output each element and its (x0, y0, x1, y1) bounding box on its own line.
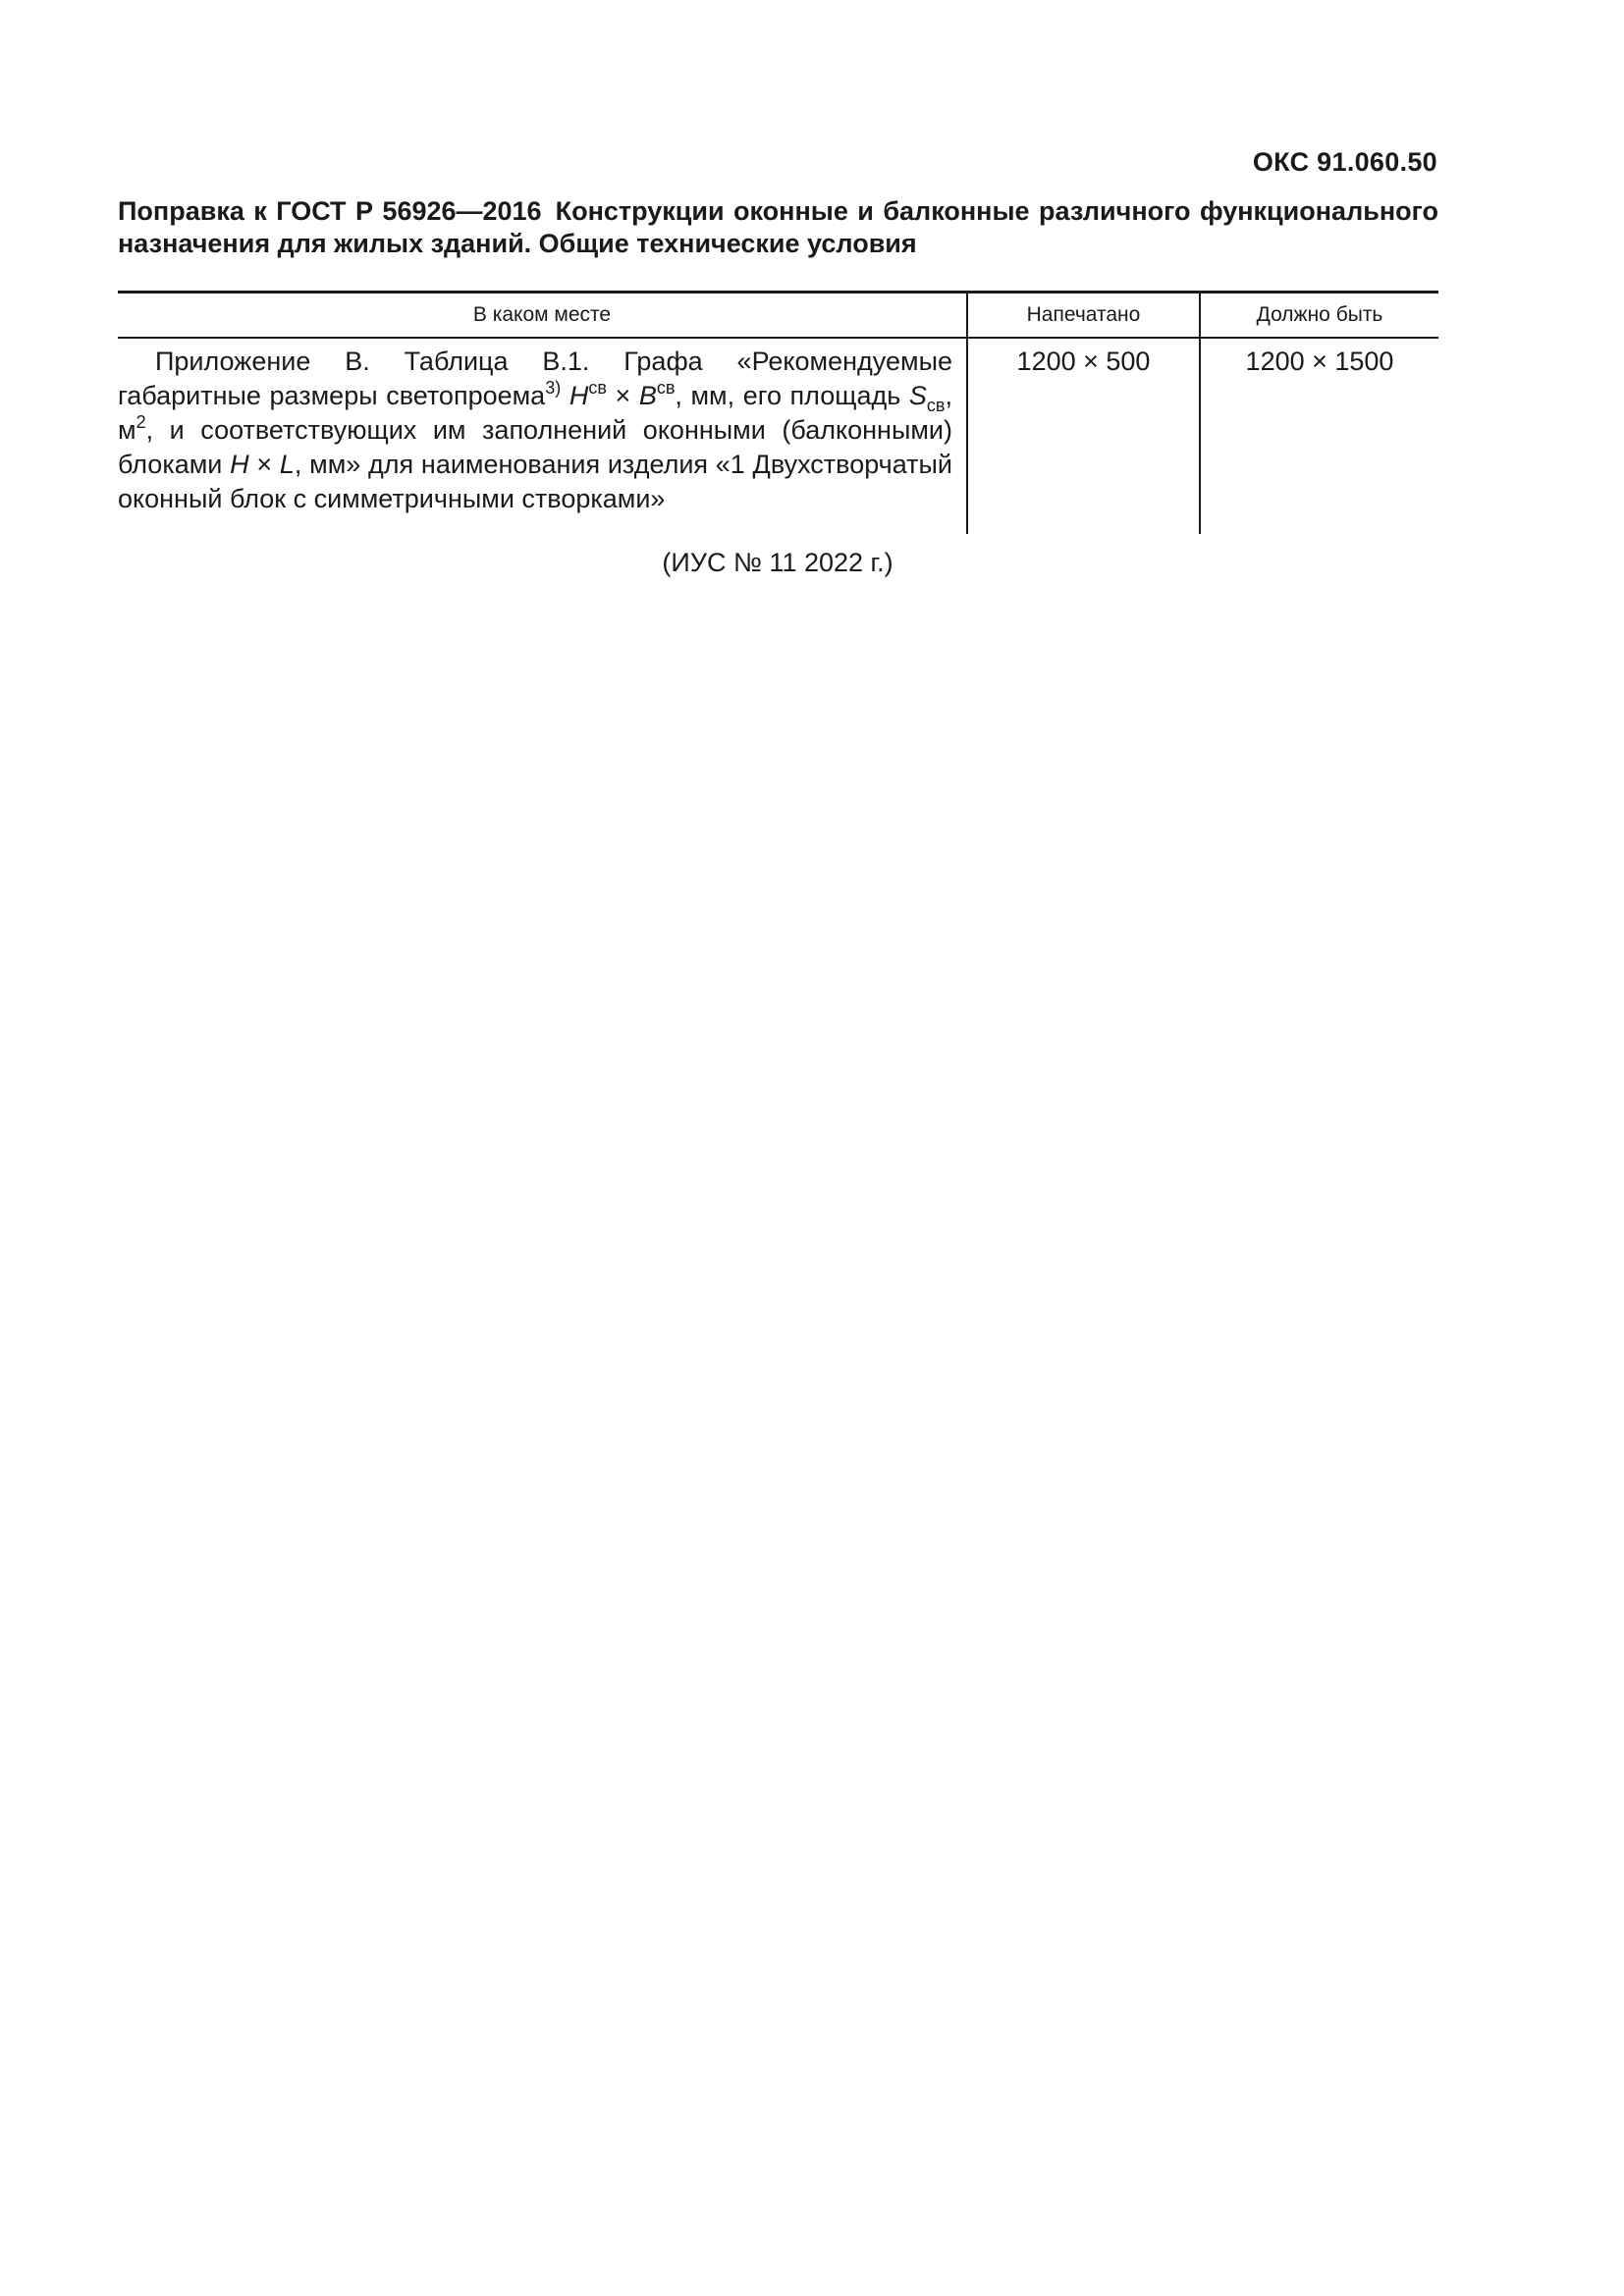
amendment-table (118, 291, 1438, 534)
oks-code: ОКС 91.060.50 (1252, 147, 1437, 177)
where-text-part2: , мм, его площадь (675, 381, 909, 410)
sup-m2: 2 (135, 412, 146, 432)
footnote-ref: 3) (545, 378, 562, 398)
sub-s: св (926, 396, 946, 415)
where-text-part5: , мм» для наименования изделия «1 Двухстворчатый оконный блок с симметричными створками» (118, 450, 952, 513)
title-standard-name: Конструкции оконные и балконные различного функционального назначения для жилых зданий. Общие технические условия (118, 196, 1439, 258)
var-h2: H (230, 450, 249, 479)
where-text-part4: , и соответствующих им заполнений оконными (балконными) блоками (118, 415, 952, 479)
sup-b: св (656, 378, 676, 398)
title-gost-reference: Поправка к ГОСТ Р 56926—2016 (118, 196, 542, 226)
where-text-part1: Приложение В. Таблица В.1. Графа «Рекомендуемые габаритные размеры светопроема (118, 347, 952, 410)
times-sign-2: × (248, 450, 280, 479)
var-l: L (279, 450, 295, 479)
cell-printed: 1200 × 500 (967, 338, 1200, 534)
cell-should-be: 1200 × 1500 (1200, 338, 1438, 534)
table-row (118, 338, 1438, 534)
var-s: S (908, 381, 927, 410)
document-title (118, 195, 1438, 260)
where-text-part3: , м (118, 381, 952, 445)
header-printed: Напечатано (967, 293, 1200, 339)
var-h: H (568, 381, 589, 410)
times-sign: × (606, 381, 639, 410)
sup-h: св (588, 378, 607, 398)
var-b: B (638, 381, 657, 410)
ius-reference: (ИУС № 11 2022 г.) (662, 548, 893, 577)
cell-where (118, 338, 967, 534)
header-should-be: Должно быть (1200, 293, 1438, 339)
table-header-row (118, 293, 1438, 339)
header-where: В каком месте (118, 293, 967, 339)
